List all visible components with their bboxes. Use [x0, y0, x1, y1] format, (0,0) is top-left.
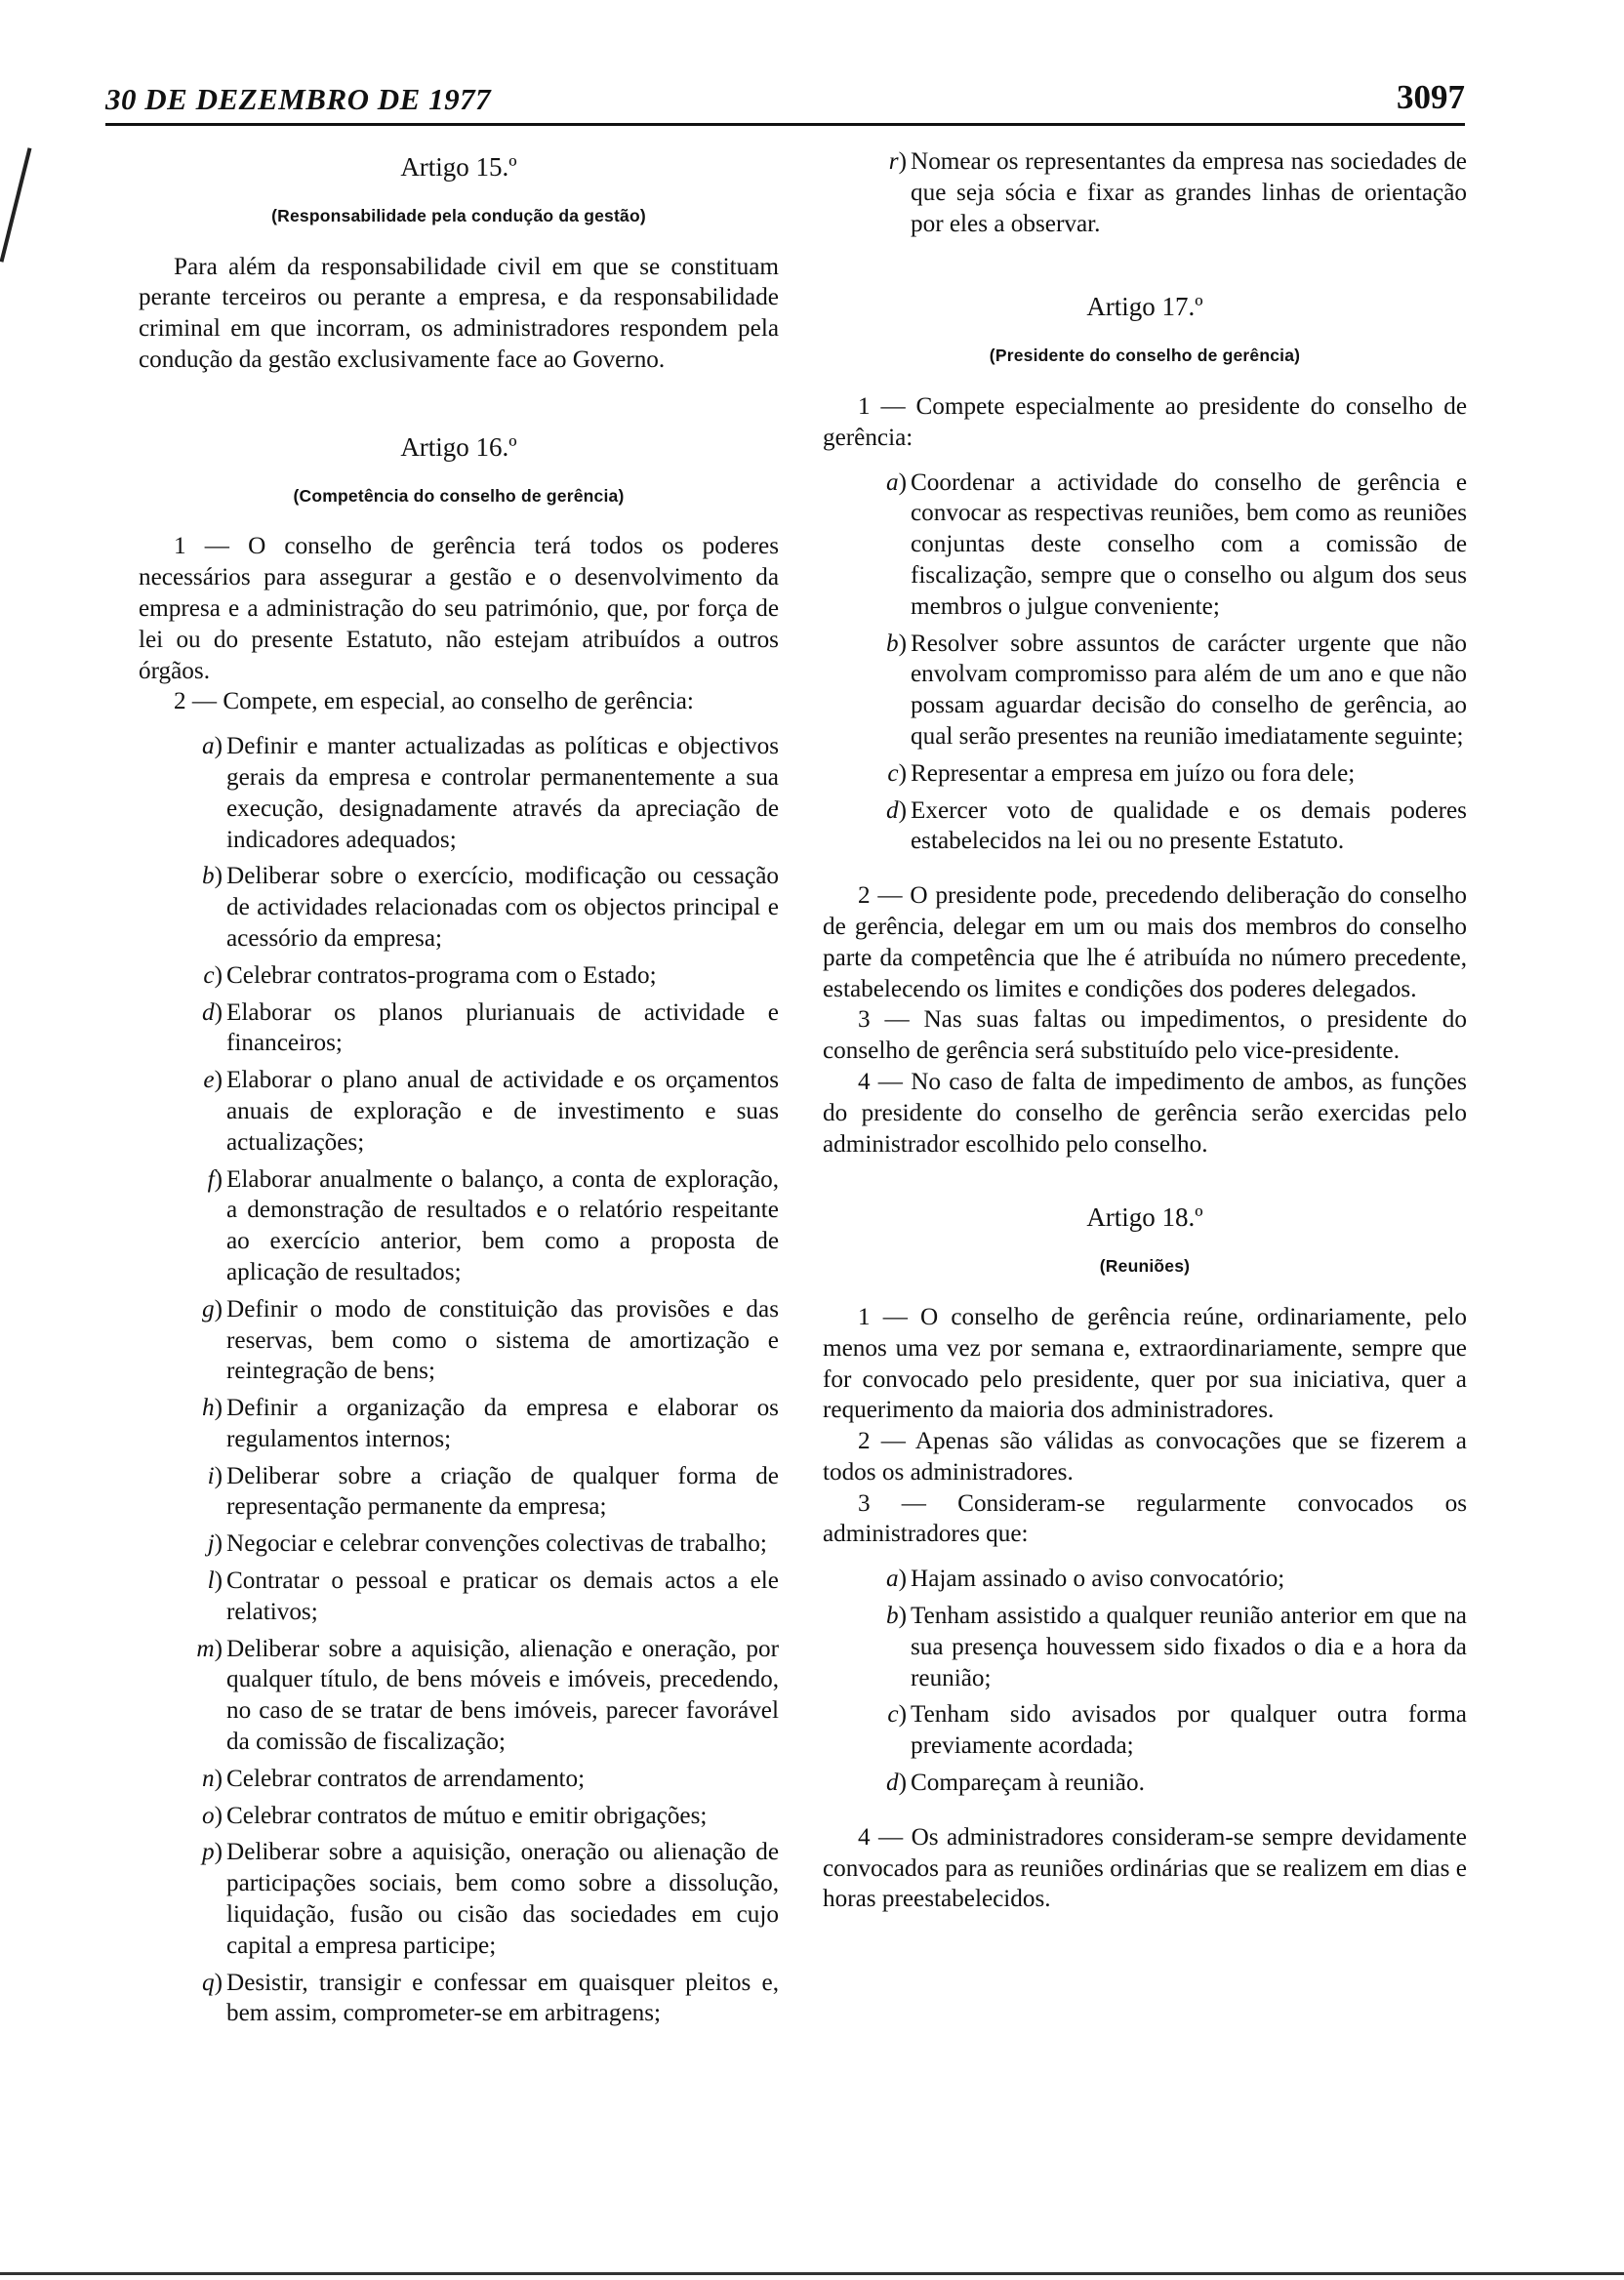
- list-item-text: Exercer voto de qualidade e os demais poderes estabelecidos na lei ou no presente Estatuto.: [911, 796, 1467, 855]
- left-column: [139, 146, 779, 2039]
- article-paragraph: 4 — No caso de falta de impedimento de ambos, as funções do presidente do conselho de gerência serão exercidas pelo administrador escolhido pelo conselho.: [823, 1068, 1467, 1158]
- list-item-text: Elaborar os planos plurianuais de actividade e financeiros;: [226, 998, 779, 1057]
- list-item: [139, 1566, 779, 1628]
- list-marker: q ): [168, 1968, 223, 1999]
- article-paragraph: 1 — Compete especialmente ao presidente do conselho de gerência:: [823, 392, 1467, 451]
- article-paragraph: 4 — Os administradores consideram-se sempre devidamente convocados para as reuniões ordinárias que se realizem em dias e horas preestabelecidos.: [823, 1823, 1467, 1913]
- list-marker: b ): [168, 861, 223, 892]
- list-item-text: Tenham assistido a qualquer reunião anterior em que na sua presença houvessem sido fixados o dia e a hora da reunião;: [911, 1603, 1467, 1691]
- list-item-text: Desistir, transigir e confessar em quaisquer pleitos e, bem assim, comprometer-se em arbitragens;: [226, 1969, 779, 2027]
- article-paragraph: 1 — O conselho de gerência reúne, ordinariamente, pelo menos uma vez por semana e, extraordinariamente, sempre que for convocado pelo presidente, quer por sua iniciativa, quer a requerimento da maioria dos administradores.: [823, 1303, 1467, 1424]
- convocation-list: [823, 1564, 1467, 1799]
- list-item: [139, 998, 779, 1060]
- list-marker: d ): [852, 1768, 907, 1799]
- list-item-text: Deliberar sobre a aquisição, alienação e oneração, por qualquer título, de bens móveis e imóveis, precedendo, no caso de se tratar de bens imóveis, parecer favorável da comissão de fiscalização;: [226, 1635, 779, 1756]
- list-item-text: Elaborar anualmente o balanço, a conta de exploração, a demonstração de resultados e o relatório respeitante ao exercício anterior, bem como a proposta de aplicação de resultados;: [226, 1165, 779, 1285]
- article-paragraph: 2 — Compete, em especial, ao conselho de gerência:: [174, 688, 694, 715]
- article-18: [823, 1202, 1467, 1915]
- list-marker: d ): [168, 998, 223, 1029]
- list-item-text: Representar a empresa em juízo ou fora dele;: [911, 759, 1356, 787]
- list-item: [823, 758, 1467, 790]
- article-title: Artigo 18.º: [1086, 1202, 1203, 1233]
- list-marker: i ): [168, 1461, 223, 1492]
- list-item: [139, 1393, 779, 1455]
- list-item: [139, 1764, 779, 1795]
- article-17: [823, 292, 1467, 1160]
- list-marker: c ): [852, 1699, 907, 1730]
- list-marker: g ): [168, 1294, 223, 1325]
- list-marker: n ): [168, 1764, 223, 1795]
- article-paragraph: 3 — Nas suas faltas ou impedimentos, o presidente do conselho de gerência será substituído pelo vice-presidente.: [823, 1006, 1467, 1065]
- list-item: [823, 629, 1467, 753]
- list-item-text: Negociar e celebrar convenções colectivas de trabalho;: [226, 1530, 767, 1558]
- article-16: [139, 432, 779, 2029]
- list-item: [823, 146, 1467, 239]
- list-item: [823, 1768, 1467, 1799]
- list-item: [823, 1601, 1467, 1693]
- list-item: [139, 1294, 779, 1387]
- article-paragraph: 2 — O presidente pode, precedendo deliberação do conselho de gerência, delegar em um ou mais dos membros do conselho parte da competência que lhe é atribuída no número precedente, estabelecendo os limites e condições dos poderes delegados.: [823, 882, 1467, 1002]
- article-subtitle: (Responsabilidade pela condução da gestão): [271, 205, 646, 225]
- list-item: [823, 1564, 1467, 1595]
- list-marker: j ): [168, 1528, 223, 1560]
- list-marker: p ): [168, 1837, 223, 1868]
- list-marker: d ): [852, 795, 907, 827]
- article-paragraph: 3 — Consideram-se regularmente convocados os administradores que:: [823, 1489, 1467, 1548]
- list-item-text: Elaborar o plano anual de actividade e os orçamentos anuais de exploração e de investimento e suas actualizações;: [226, 1067, 779, 1156]
- list-marker: l ): [168, 1566, 223, 1597]
- list-item-text: Definir e manter actualizadas as políticas e objectivos gerais da empresa e controlar permanentemente a sua execução, designadamente através da apreciação de indicadores adequados;: [226, 733, 779, 853]
- list-item-text: Tenham sido avisados por qualquer outra forma previamente acordada;: [911, 1701, 1467, 1760]
- list-item-text: Deliberar sobre a criação de qualquer forma de representação permanente da empresa;: [226, 1462, 779, 1521]
- header-date: 30 DE DEZEMBRO DE 1977: [105, 82, 492, 116]
- article-subtitle: (Presidente do conselho de gerência): [989, 346, 1301, 366]
- list-marker: o ): [168, 1801, 223, 1832]
- list-item-text: Celebrar contratos-programa com o Estado;: [226, 961, 657, 989]
- list-item: [139, 1065, 779, 1158]
- list-item-text: Contratar o pessoal e praticar os demais actos a ele relativos;: [226, 1568, 779, 1625]
- article-paragraph: 1 — O conselho de gerência terá todos os poderes necessários para assegurar a gestão e o desenvolvimento da empresa e a administração do seu património, que, por força de lei ou do presente Estatuto, não estejam atribuídos a outros órgãos.: [139, 533, 779, 684]
- president-competence-list: [823, 468, 1467, 858]
- list-item-text: Deliberar sobre o exercício, modificação ou cessação de actividades relacionadas com os objectos principal e acessório da empresa;: [226, 863, 779, 952]
- page-header: [105, 78, 1465, 126]
- list-item: [139, 1461, 779, 1524]
- article-title: Artigo 16.º: [400, 431, 517, 462]
- page-number: 3097: [1397, 78, 1465, 116]
- list-marker: c ): [852, 758, 907, 790]
- list-marker: r ): [852, 146, 907, 178]
- scan-artifact-left-margin: [0, 147, 31, 262]
- list-marker: a ): [852, 468, 907, 499]
- list-item-text: Compareçam à reunião.: [911, 1770, 1145, 1797]
- list-item: [139, 1837, 779, 1961]
- article-15: [139, 152, 779, 376]
- list-item: [139, 1801, 779, 1832]
- list-marker: m ): [168, 1634, 223, 1665]
- competence-list-continued: [823, 146, 1467, 239]
- list-marker: f ): [168, 1164, 223, 1196]
- list-item-text: Coordenar a actividade do conselho de gerência e convocar as respectivas reuniões, bem como as reuniões conjuntas deste conselho com a comissão de fiscalização, sempre que o conselho ou algum dos seus membros o julgue conveniente;: [911, 468, 1467, 620]
- list-marker: e ): [168, 1065, 223, 1096]
- list-item: [139, 861, 779, 954]
- list-item: [139, 1528, 779, 1560]
- list-item-text: Definir o modo de constituição das provisões e das reservas, bem como o sistema de amortização e reintegração de bens;: [226, 1295, 779, 1385]
- article-title: Artigo 15.º: [400, 152, 517, 182]
- list-item-text: Deliberar sobre a aquisição, oneração ou alienação de participações sociais, bem como sobre a dissolução, liquidação, fusão ou cisão das sociedades em cujo capital a empresa participe;: [226, 1839, 779, 1959]
- article-subtitle: (Competência do conselho de gerência): [293, 485, 625, 506]
- list-item-text: Nomear os representantes da empresa nas sociedades de que seja sócia e fixar as grandes linhas de orientação por eles a observar.: [911, 148, 1467, 237]
- list-marker: b ): [852, 629, 907, 660]
- list-item: [823, 1699, 1467, 1762]
- list-item-text: Celebrar contratos de mútuo e emitir obrigações;: [226, 1802, 708, 1829]
- list-item: [139, 1634, 779, 1758]
- list-item: [139, 1164, 779, 1288]
- article-title: Artigo 17.º: [1086, 292, 1203, 322]
- list-marker: b ): [852, 1601, 907, 1632]
- list-item: [139, 1968, 779, 2030]
- article-paragraph: 2 — Apenas são válidas as convocações que se fizerem a todos os administradores.: [823, 1428, 1467, 1486]
- list-item-text: Resolver sobre assuntos de carácter urgente que não envolvam compromisso para além de um ano e que não possam aguardar decisão do conselho de gerência, ao qual serão presentes na reunião imediatamente seguinte;: [911, 630, 1467, 750]
- list-item-text: Hajam assinado o aviso convocatório;: [911, 1566, 1285, 1593]
- list-marker: a ): [852, 1564, 907, 1595]
- list-marker: h ): [168, 1393, 223, 1424]
- list-item: [139, 960, 779, 992]
- list-item-text: Definir a organização da empresa e elaborar os regulamentos internos;: [226, 1395, 779, 1452]
- competence-list: [139, 731, 779, 2029]
- list-marker: a ): [168, 731, 223, 762]
- list-item-text: Celebrar contratos de arrendamento;: [226, 1765, 586, 1792]
- page-bottom-edge: [0, 2272, 1624, 2275]
- list-marker: c ): [168, 960, 223, 992]
- list-item: [823, 468, 1467, 623]
- right-column: [823, 146, 1467, 1915]
- list-item: [823, 795, 1467, 858]
- list-item: [139, 731, 779, 855]
- article-subtitle: (Reuniões): [1099, 1256, 1191, 1277]
- article-paragraph: Para além da responsabilidade civil em que se constituam perante terceiros ou perante a empresa, e da responsabilidade criminal em que incorram, os administradores respondem pela condução da gestão exclusivamente face ao Governo.: [139, 253, 779, 373]
